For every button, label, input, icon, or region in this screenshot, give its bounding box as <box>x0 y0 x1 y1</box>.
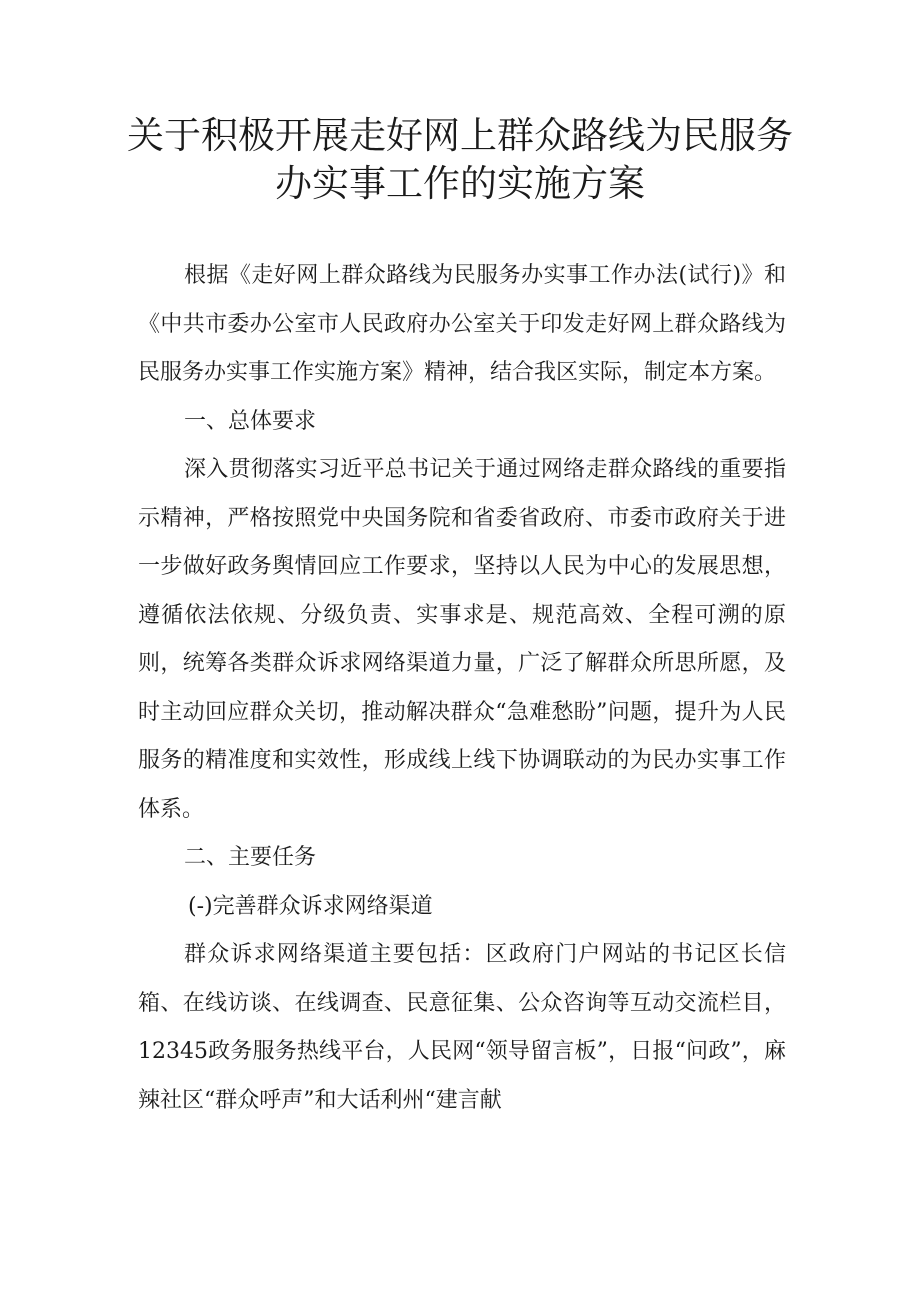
subsection-1-paragraph: 群众诉求网络渠道主要包括：区政府门户网站的书记区长信箱、在线访谈、在线调查、民意征集、公众咨询等互动交流栏目，12345政务服务热线平台，人民网“领导留言板”，日报“问政”，麻辣社区“群众呼声”和大话利州“建言献 <box>138 942 786 1113</box>
section-1-paragraph: 深入贯彻落实习近平总书记关于通过网络走群众路线的重要指示精神，严格按照党中央国务院和省委省政府、市委市政府关于进一步做好政务舆情回应工作要求，坚持以人民为中心的发展思想，遵循依法依规、分级负责、实事求是、规范高效、全程可溯的原则，统筹各类群众诉求网络渠道力量，广泛了解群众所思所愿，及时主动回应群众关切，推动解决群众“急难愁盼”问题，提升为人民服务的精准度和实效性，形成线上线下协调联动的为民办实事工作体系。 <box>138 457 786 822</box>
section-1-heading: 一、总体要求 <box>184 408 317 434</box>
section-2-heading: 二、主要任务 <box>184 845 317 870</box>
document-body <box>138 252 786 1125</box>
intro-paragraph: 根据《走好网上群众路线为民服务办实事工作办法(试行)》和《中共市委办公室市人民政府办公室关于印发走好网上群众路线为民服务办实事工作实施方案》精神，结合我区实际，制定本方案。 <box>138 263 786 385</box>
document-title-line-1: 关于积极开展走好网上群众路线为民服务 <box>127 114 793 157</box>
document-title-line-2: 办实事工作的实施方案 <box>275 162 645 205</box>
subsection-1-heading: (-)完善群众诉求网络渠道 <box>188 893 433 919</box>
